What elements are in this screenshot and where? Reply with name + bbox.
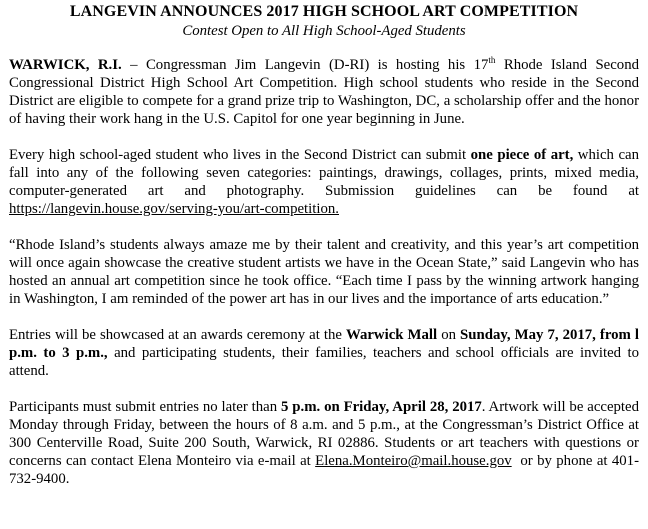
submission-text-1: Participants must submit entries no later than [9,399,281,415]
one-piece-emphasis: one piece of art, [470,147,574,163]
eligibility-text-1: Every high school-aged student who lives in the Second District can submit [9,147,471,163]
ordinal-suffix: th [488,55,496,66]
venue-name: Warwick Mall [345,327,438,343]
ceremony-text-3: and participating students, their families, teachers and school officials are invited to attend. [9,345,639,379]
contact-email-link[interactable]: Elena.Monteiro@mail.house.gov [315,453,512,469]
eligibility-text-2: which can fall into any of the following seven categories: paintings, drawings, collages, prints, mixed media, computer-generated art and photography. Submission guidelines can be found at [9,147,639,199]
paragraph-submission [9,398,639,488]
ceremony-text-2: on [437,327,461,343]
paragraph-eligibility [9,146,639,218]
ceremony-date: Sunday, May 7, 2017, from l p.m. to 3 p.m., [9,327,640,361]
guidelines-link[interactable]: https://langevin.house.gov/serving-you/art-competition. [9,201,339,217]
intro-text-2: Rhode Island Second Congressional District High School Art Competition. High school students who reside in the Second District are eligible to compete for a grand prize trip to Washington, DC, a scholarship offer and the honor of having their work hang in the U.S. Capitol for one year beginning in June. [9,57,640,127]
paragraph-quote: “Rhode Island’s students always amaze me by their talent and creativity, and this year’s art competition will once again showcase the creative student artists we have in the Ocean State,” said Langevin who has hosted an annual art competition since he took office. “Each time I pass by the winning artwork hanging in Washington, I am reminded of the power art has in our lives and the importance of arts education.” [9,237,639,307]
headline: LANGEVIN ANNOUNCES 2017 HIGH SCHOOL ART COMPETITION [69,3,579,20]
dateline: WARWICK, R.I. [9,57,122,73]
ceremony-text-1: Entries will be showcased at an awards ceremony at the [9,327,346,343]
paragraph-intro [9,56,639,128]
intro-text-1: – Congressman Jim Langevin (D-RI) is hosting his 17 [121,57,489,73]
submission-text-2: . Artwork will be accepted Monday through Friday, between the hours of 8 a.m. and 5 p.m., at the Congressman’s District Office at 300 Centerville Road, Suite 200 South, Warwick, RI 02886. Students or art teachers with questions or concerns can contact Elena Monteiro via e-mail at [9,399,640,469]
submission-text-3: or by phone at 401-732-9400. [9,453,639,487]
deadline: 5 p.m. on Friday, April 28, 2017 [281,399,482,415]
subheadline: Contest Open to All High School-Aged Students [182,23,466,39]
paragraph-ceremony [9,326,639,380]
